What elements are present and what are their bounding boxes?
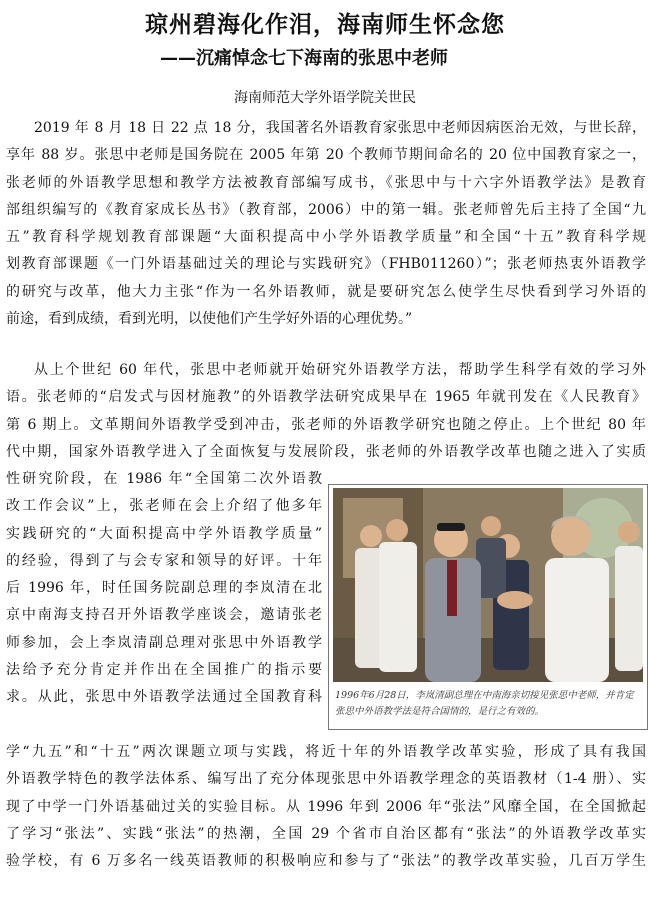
paragraph-2-cont bbox=[6, 739, 646, 875]
text-line: 第 6 期上。文革期间外语教学受到冲击，张老师的外语教学研究也随之停止。上个世纪 80 年 bbox=[6, 416, 646, 433]
text-line: 部组织编写的《教育家成长丛书》（教育部，2006）中的第一辑。张老师曾先后主持了全国“九 bbox=[6, 201, 646, 218]
text-line: 的经验，得到了与会专家和领导的好评。十年 bbox=[6, 552, 322, 569]
text-line: 现了中学一门外语基础过关的实验目标。从 1996 年到 2006 年“张法”风靡全国，在全国掀起 bbox=[6, 798, 646, 815]
text-line: 实践研究的“大面积提高中学外语教学质量” bbox=[6, 525, 322, 542]
text-line: 师参加，会上李岚清副总理对张思中外语教学 bbox=[6, 634, 322, 651]
author-byline: 海南师范大学外语学院关世民 bbox=[234, 90, 416, 106]
text-line: 代中期，国家外语教学进入了全面恢复与发展阶段，张老师的外语教学改革也随之进入了实质 bbox=[6, 443, 646, 460]
text-line: 从上个世纪 60 年代，张思中老师就开始研究外语教学方法，帮助学生科学有效的学习外 bbox=[34, 362, 646, 378]
article-title: 琼州碧海化作泪，海南师生怀念您 bbox=[145, 12, 505, 38]
text-line: 语。张老师的“启发式与因材施教”的外语教学法研究成果早在 1965 年就刊发在《人民教育》 bbox=[6, 389, 646, 406]
photo-figure bbox=[328, 484, 648, 730]
text-line: 张老师的外语教学思想和教学方法被教育部编写成书，《张思中与十六字外语教学法》是教育 bbox=[6, 174, 646, 191]
text-line: 外语教学特色的教学法体系、编写出了充分体现张思中外语教学理念的英语教材（1-4 册）、实 bbox=[6, 771, 646, 788]
text-line: 求。从此，张思中外语教学法通过全国教育科 bbox=[6, 689, 322, 706]
article-subtitle: ——沉痛悼念七下海南的张思中老师 bbox=[160, 48, 448, 69]
text-line: 验学校，有 6 万多名一线英语教师的积极响应和参与了“张法”的教学改革实验，几百万学生 bbox=[6, 853, 646, 870]
text-line: 改工作会议”上，张老师在会上介绍了他多年 bbox=[6, 498, 322, 515]
text-line: 后 1996 年，时任国务院副总理的李岚清在北 bbox=[6, 580, 322, 597]
text-line: 前途，看到成绩，看到光明，以使他们产生学好外语的心理优势。” bbox=[6, 311, 413, 328]
text-line: 享年 88 岁。张思中老师是国务院在 2005 年第 20 个教师节期间命名的 20 位中国教育家之一， bbox=[6, 147, 646, 164]
photo-caption: 1996年6月28日，李岚清副总理在中南海亲切接见张思中老师，并肯定张思中外语教学法是符合国情的，是行之有效的。 bbox=[335, 690, 634, 717]
text-line: 学“九五”和“十五”两次课题立项与实践，将近十年的外语教学改革实验，形成了具有我国 bbox=[6, 744, 646, 760]
text-line: 法给予充分肯定并作出在全国推广的指示要 bbox=[6, 662, 322, 679]
text-line: 的研究与改革，他大力主张“作为一名外语教师，就是要研究怎么使学生尽快看到学习外语的 bbox=[6, 283, 646, 300]
text-line: 了学习“张法”、实践“张法”的热潮，全国 29 个省市自治区都有“张法”的外语教学改革实 bbox=[6, 825, 646, 842]
text-line: 性研究阶段，在 1986 年“全国第二次外语教 bbox=[6, 471, 322, 487]
text-line: 五”教育科学规划教育部课题“大面积提高中小学外语教学质量”和全国“十五”教育科学规 bbox=[6, 229, 646, 246]
paragraph-1 bbox=[6, 115, 646, 333]
handshake-photo bbox=[333, 488, 643, 682]
text-line: 划教育部课题《一门外语基础过关的理论与实践研究》（FHB011260）”；张老师热衷外语教学 bbox=[6, 256, 646, 273]
paragraph-2 bbox=[6, 357, 646, 466]
text-line: 2019 年 8 月 18 日 22 点 18 分，我国著名外语教育家张思中老师因病医治无效，与世长辞， bbox=[34, 120, 646, 136]
text-line: 京中南海支持召开外语教学座谈会，邀请张老 bbox=[6, 607, 322, 624]
paragraph-2-wrap bbox=[6, 466, 322, 712]
